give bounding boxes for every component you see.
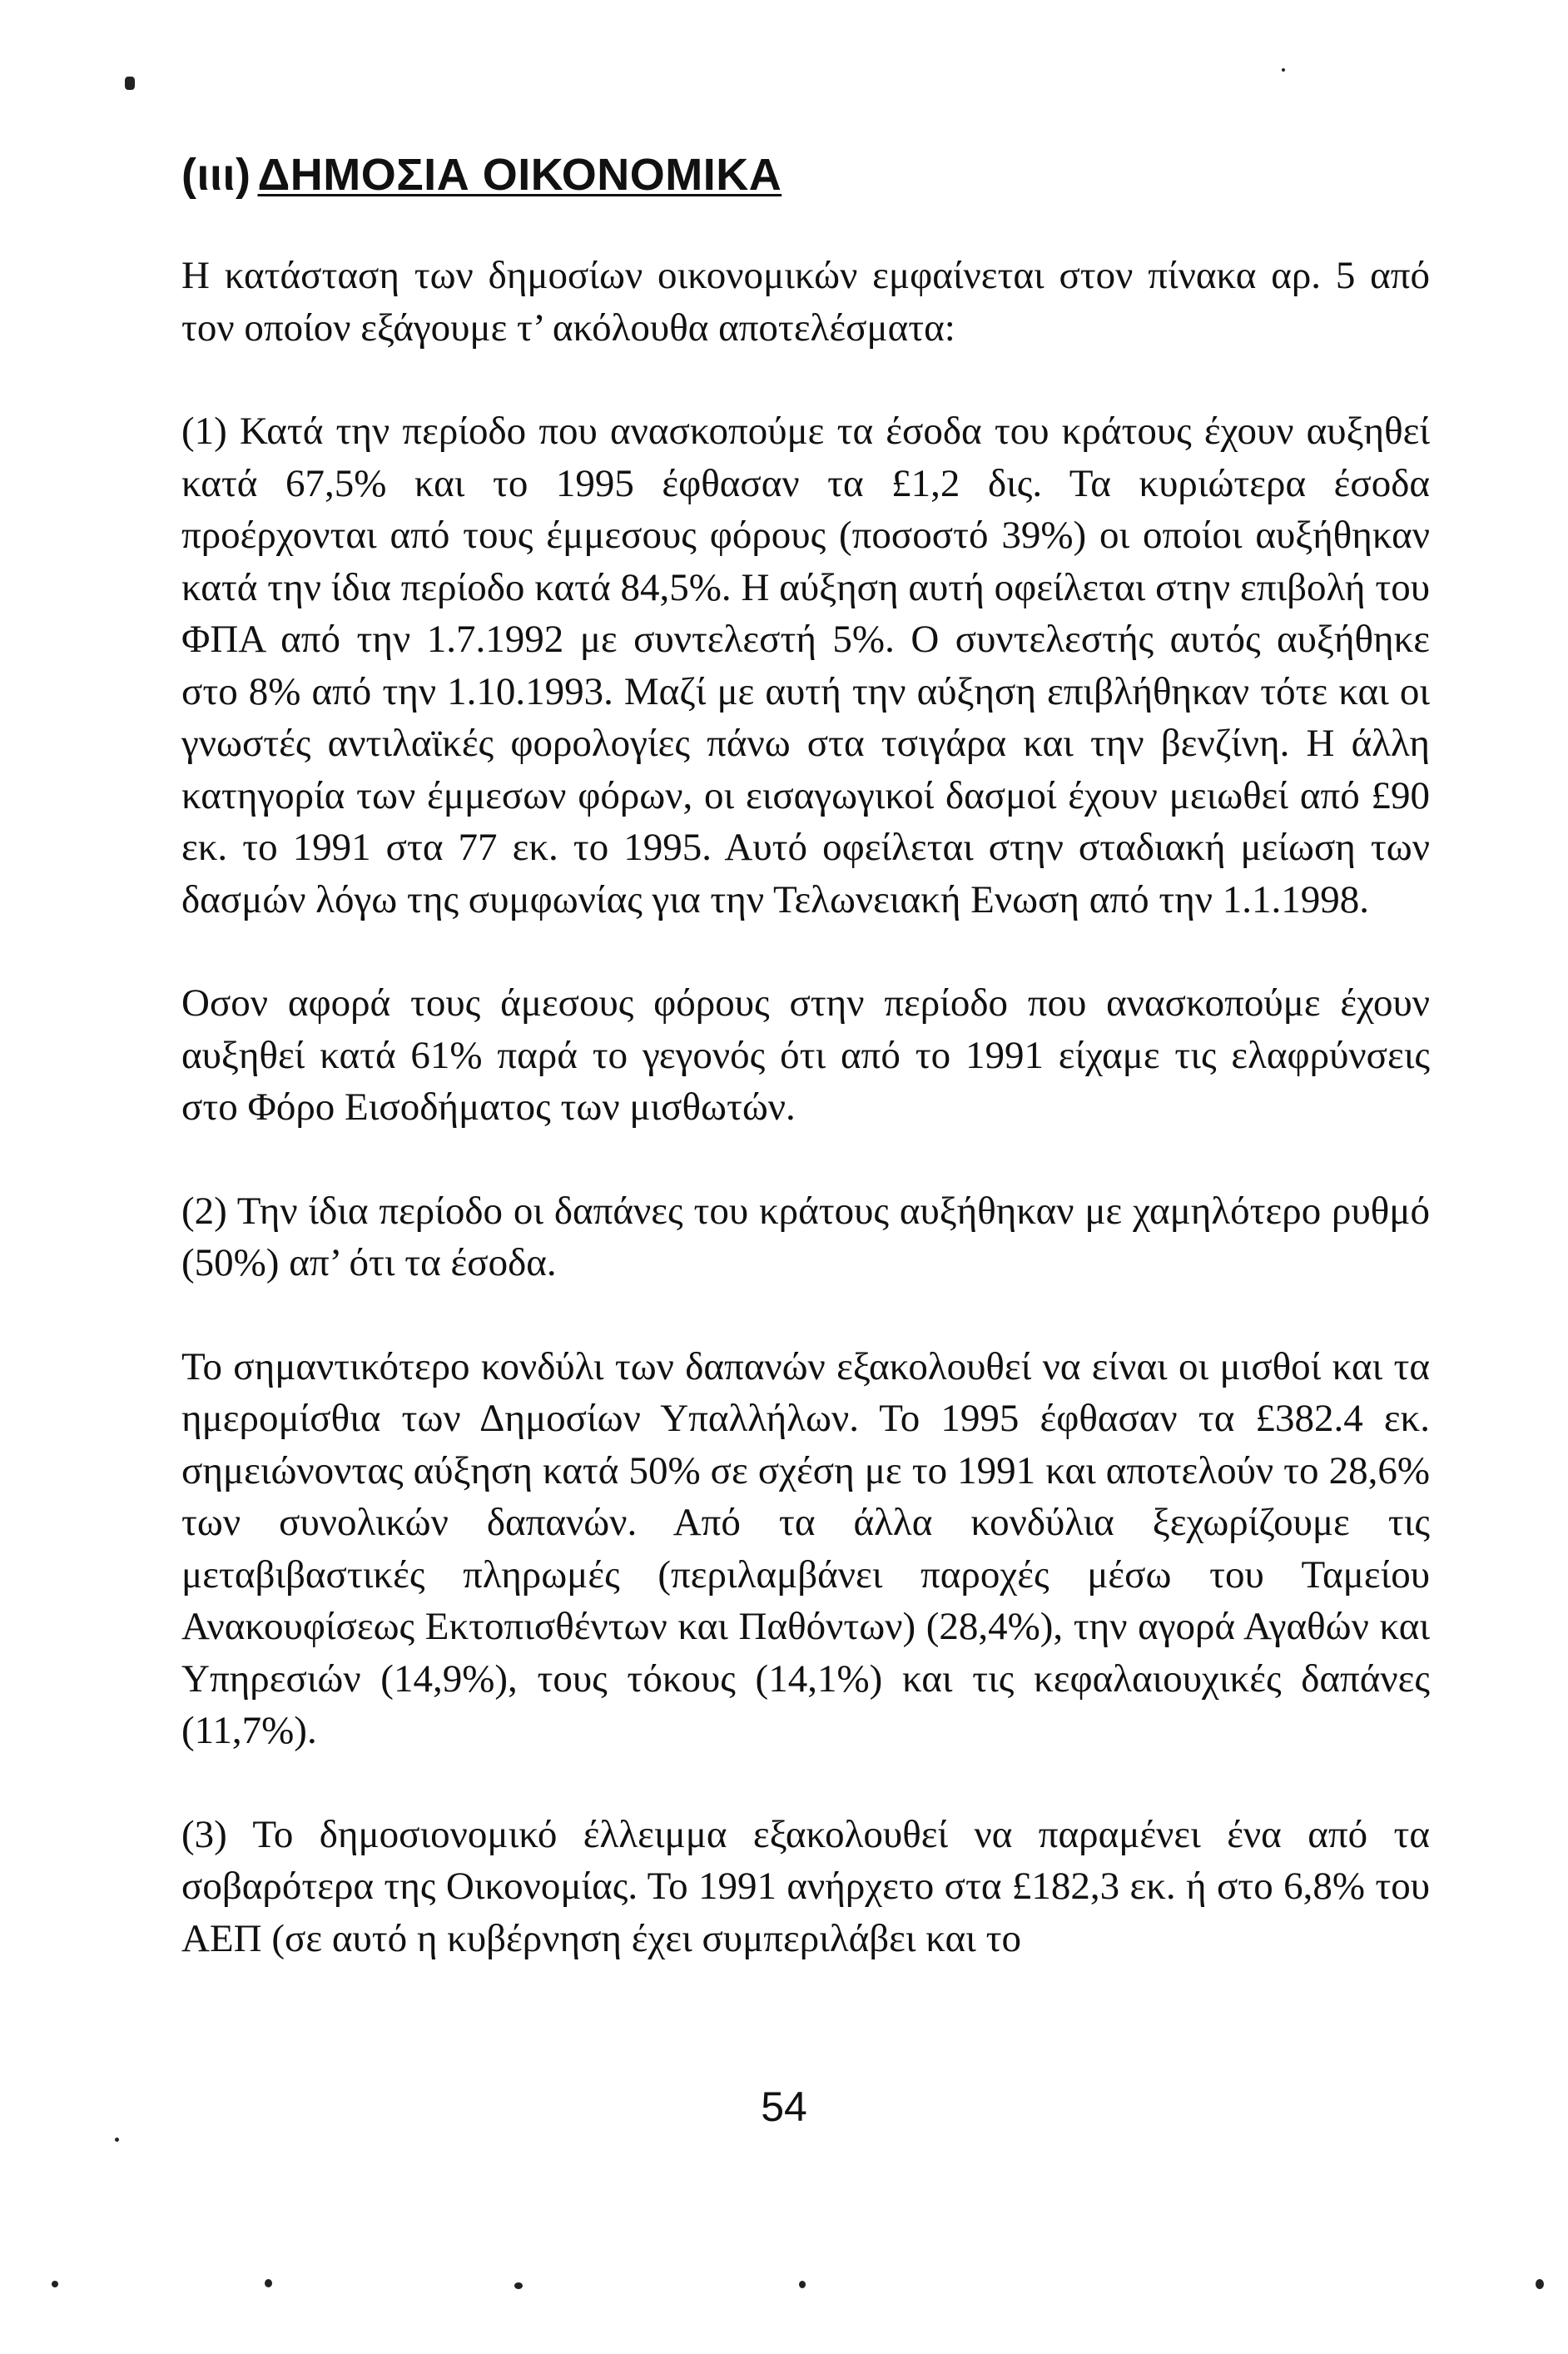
scan-speck xyxy=(514,2282,523,2289)
scan-speck xyxy=(115,2138,119,2142)
scan-speck xyxy=(1282,68,1285,72)
scan-speck xyxy=(799,2281,806,2288)
body-text xyxy=(181,250,1430,2016)
page-number: 54 xyxy=(761,2083,807,2130)
scan-speck xyxy=(52,2281,58,2287)
section-number: (ιιι) xyxy=(181,150,251,200)
section-title: ΔΗΜΟΣΙΑ ΟΙΚΟΝΟΜΙΚΑ xyxy=(257,150,782,200)
paragraph-direct-taxes: Οσον αφορά τους άμεσους φόρους στην περίοδο που ανασκοπούμε έχουν αυξηθεί κατά 61% παρά το γεγονός ότι από το 1991 είχαμε τις ελαφρύνσεις στο Φόρο Εισοδήματος των μισθωτών. xyxy=(181,981,1430,1129)
scan-speck xyxy=(265,2279,272,2287)
scan-speck xyxy=(125,77,135,90)
section-heading xyxy=(181,148,782,202)
paragraph-intro: Η κατάσταση των δημοσίων οικονομικών εμφαίνεται στον πίνακα αρ. 5 από τον οποίον εξάγουμε τ’ ακόλουθα αποτελέσματα: xyxy=(181,254,1430,350)
paragraph-revenue: (1) Κατά την περίοδο που ανασκοπούμε τα έσοδα του κράτους έχουν αυξηθεί κατά 67,5% και το 1995 έφθασαν τα £1,2 δις. Τα κυριώτερα έσοδα προέρχονται από τους έμμεσους φόρους (ποσοστό 39%) οι οποίοι αυξήθηκαν κατά την ίδια περίοδο κατά 84,5%. Η αύξηση αυτή οφείλεται στην επιβολή του ΦΠΑ από την 1.7.1992 με συντελεστή 5%. Ο συντελεστής αυτός αυξήθηκε στο 8% από την 1.10.1993. Μαζί με αυτή την αύξηση επιβλήθηκαν τότε και οι γνωστές αντιλαϊκές φορολογίες πάνω στα τσιγάρα και την βενζίνη. Η άλλη κατηγορία των έμμεσων φόρων, οι εισαγωγικοί δασμοί έχουν μειωθεί από £90 εκ. το 1991 στα 77 εκ. το 1995. Αυτό οφείλεται στην σταδιακή μείωση των δασμών λόγω της συμφωνίας για την Τελωνειακή Ενωση από την 1.1.1998. xyxy=(181,410,1430,921)
paragraph-deficit: (3) Το δημοσιονομικό έλλειμμα εξακολουθεί να παραμένει ένα από τα σοβαρότερα της Οικονομίας. Το 1991 ανήρχετο στα £182,3 εκ. ή στο 6,8% του ΑΕΠ (σε αυτό η κυβέρνηση έχει συμπεριλάβει και το xyxy=(181,1812,1430,1960)
paragraph-expenditure: (2) Την ίδια περίοδο οι δαπάνες του κράτους αυξήθηκαν με χαμηλότερο ρυθμό (50%) απ’ ότι τα έσοδα. xyxy=(181,1189,1430,1284)
scan-speck xyxy=(1536,2279,1544,2289)
paragraph-expenditure-items: Το σημαντικότερο κονδύλι των δαπανών εξακολουθεί να είναι οι μισθοί και τα ημερομίσθια των Δημοσίων Υπαλλήλων. Το 1995 έφθασαν τα £382.4 εκ. σημειώνοντας αύξηση κατά 50% σε σχέση με το 1991 και αποτελούν το 28,6% των συνολικών δαπανών. Από τα άλλα κονδύλια ξεχωρίζουμε τις μεταβιβαστικές πληρωμές (περιλαμβάνει παροχές μέσω του Ταμείου Ανακουφίσεως Εκτοπισθέντων και Παθόντων) (28,4%), την αγορά Αγαθών και Υπηρεσιών (14,9%), τους τόκους (14,1%) και τις κεφαλαιουχικές δαπάνες (11,7%). xyxy=(181,1344,1430,1752)
